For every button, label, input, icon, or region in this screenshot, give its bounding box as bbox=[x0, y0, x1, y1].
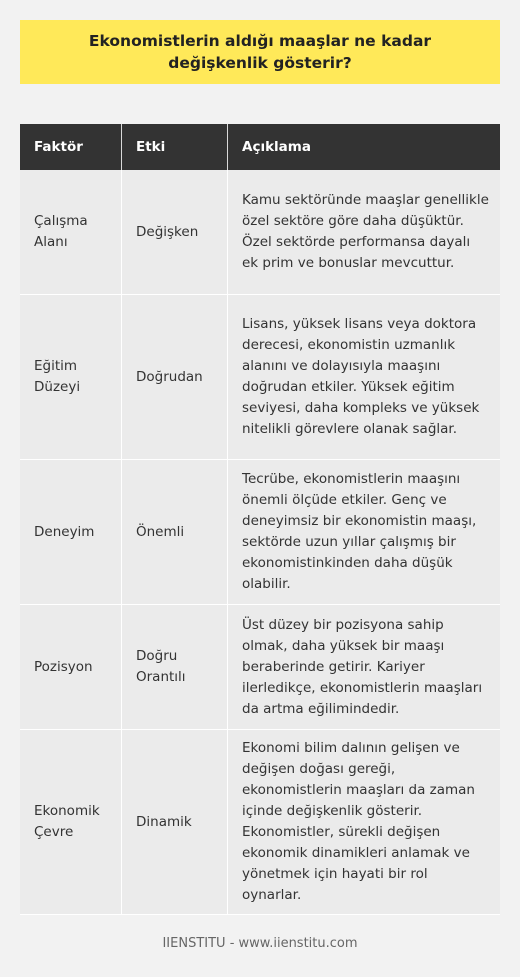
factor-cell: Çalışma Alanı bbox=[20, 170, 122, 295]
table-row bbox=[20, 730, 500, 915]
effect-cell: Değişken bbox=[122, 170, 228, 295]
column-header-description: Açıklama bbox=[228, 124, 500, 170]
factor-cell: Eğitim Düzeyi bbox=[20, 295, 122, 460]
description-cell: Lisans, yüksek lisans veya doktora derecesi, ekonomistin uzmanlık alanını ve dolayısıyla maaşını doğrudan etkiler. Yüksek eğitim seviyesi, daha kompleks ve yüksek nitelikli görevlere olanak sağlar. bbox=[228, 295, 500, 460]
page-title: Ekonomistlerin aldığı maaşlar ne kadar değişkenlik gösterir? bbox=[88, 32, 432, 72]
table-header-row bbox=[20, 124, 500, 170]
salary-factors-table bbox=[20, 124, 500, 915]
description-cell: Ekonomi bilim dalının gelişen ve değişen doğası gereği, ekonomistlerin maaşları da zaman içinde değişkenlik gösterir. Ekonomistler, sürekli değişen ekonomik dinamikleri anlamak ve yönetmek için hayati bir rol oynarlar. bbox=[228, 730, 500, 915]
description-cell: Tecrübe, ekonomistlerin maaşını önemli ölçüde etkiler. Genç ve deneyimsiz bir ekonomistin maaşı, sektörde uzun yıllar çalışmış bir ekonomistinkinden daha düşük olabilir. bbox=[228, 460, 500, 605]
table-row bbox=[20, 170, 500, 295]
table-row bbox=[20, 295, 500, 460]
table-row bbox=[20, 460, 500, 605]
factor-cell: Pozisyon bbox=[20, 605, 122, 730]
column-header-effect: Etki bbox=[122, 124, 228, 170]
effect-cell: Dinamik bbox=[122, 730, 228, 915]
table-row bbox=[20, 605, 500, 730]
title-banner bbox=[20, 20, 500, 84]
footer-credit: IIENSTITU - www.iienstitu.com bbox=[162, 936, 358, 951]
factor-cell: Ekonomik Çevre bbox=[20, 730, 122, 915]
effect-cell: Önemli bbox=[122, 460, 228, 605]
factor-cell: Deneyim bbox=[20, 460, 122, 605]
effect-cell: Doğrudan bbox=[122, 295, 228, 460]
description-cell: Üst düzey bir pozisyona sahip olmak, daha yüksek bir maaşı beraberinde getirir. Kariyer ilerledikçe, ekonomistlerin maaşları da artma eğilimindedir. bbox=[228, 605, 500, 730]
effect-cell: Doğru Orantılı bbox=[122, 605, 228, 730]
data-table bbox=[20, 124, 500, 915]
description-cell: Kamu sektöründe maaşlar genellikle özel sektöre göre daha düşüktür. Özel sektörde performansa dayalı ek prim ve bonuslar mevcuttur. bbox=[228, 170, 500, 295]
column-header-factor: Faktör bbox=[20, 124, 122, 170]
